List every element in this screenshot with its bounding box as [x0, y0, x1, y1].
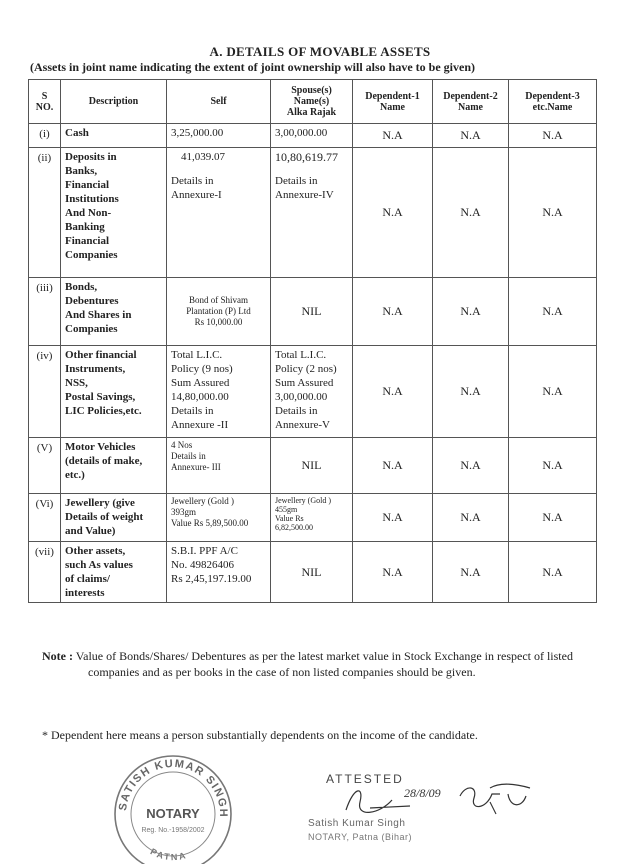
row-dependent-2: N.A: [433, 438, 509, 494]
table-row: [29, 346, 597, 438]
row-dependent-1: N.A: [353, 494, 433, 542]
notary-name: Satish Kumar Singh: [308, 818, 406, 829]
header-dependent-1: Dependent-1 Name: [353, 80, 433, 124]
row-spouse: 3,00,000.00: [271, 124, 353, 148]
row-sno: (iii): [29, 278, 61, 346]
row-sno: (i): [29, 124, 61, 148]
row-spouse: NIL: [271, 542, 353, 603]
table-row: [29, 438, 597, 494]
row-dependent-2: N.A: [433, 494, 509, 542]
row-dependent-1: N.A: [353, 124, 433, 148]
row-sno: (V): [29, 438, 61, 494]
row-dependent-1: N.A: [353, 346, 433, 438]
row-spouse: Jewellery (Gold ) 455gm Value Rs 6,82,500.00: [271, 494, 353, 542]
table-row: [29, 542, 597, 603]
table-row: [29, 148, 597, 278]
stamp-name: SATISH KUMAR SINGH: [116, 757, 230, 819]
row-dependent-1: N.A: [353, 278, 433, 346]
page-subtitle: (Assets in joint name indicating the extent of joint ownership will also have to be given): [30, 60, 475, 74]
row-self: 4 Nos Details in Annexure- III: [167, 438, 271, 494]
row-description: Jewellery (give Details of weight and Value): [61, 494, 167, 542]
attestation-date: 28/8/09: [404, 786, 441, 800]
movable-assets-table: [28, 79, 597, 603]
note-text: Value of Bonds/Shares/ Debentures as per the latest market value in Stock Exchange in respect of listed companies and as per books in the case of non listed companies should be given.: [75, 649, 573, 679]
row-dependent-3: N.A: [509, 278, 597, 346]
row-sno: (vii): [29, 542, 61, 603]
row-dependent-2: N.A: [433, 124, 509, 148]
notary-stamp: [108, 752, 238, 864]
row-dependent-1: N.A: [353, 148, 433, 278]
row-spouse: Total L.I.C. Policy (2 nos) Sum Assured 3,00,000.00 Details in Annexure-V: [271, 346, 353, 438]
stamp-center: NOTARY: [146, 806, 200, 821]
row-self: Bond of Shivam Plantation (P) Ltd Rs 10,000.00: [167, 278, 271, 346]
row-dependent-3: N.A: [509, 438, 597, 494]
table-row: [29, 278, 597, 346]
attested-label: ATTESTED: [326, 772, 404, 786]
row-dependent-2: N.A: [433, 542, 509, 603]
header-dependent-2: Dependent-2 Name: [433, 80, 509, 124]
row-dependent-2: N.A: [433, 278, 509, 346]
page-title: A. DETAILS OF MOVABLE ASSETS: [209, 44, 431, 59]
row-self: S.B.I. PPF A/C No. 49826406 Rs 2,45,197.19.00: [167, 542, 271, 603]
row-sno: (Vi): [29, 494, 61, 542]
row-dependent-3: N.A: [509, 346, 597, 438]
row-dependent-3: N.A: [509, 542, 597, 603]
table-header-row: [29, 80, 597, 124]
row-description: Cash: [61, 124, 167, 148]
row-dependent-3: N.A: [509, 124, 597, 148]
header-sno: S NO.: [29, 80, 61, 124]
header-spouse: Spouse(s) Name(s) Alka Rajak: [271, 80, 353, 124]
row-self: Jewellery (Gold ) 393gm Value Rs 5,89,500.00: [167, 494, 271, 542]
row-self: 41,039.07 Details in Annexure-I: [167, 148, 271, 278]
row-self: Total L.I.C. Policy (9 nos) Sum Assured 14,80,000.00 Details in Annexure -II: [167, 346, 271, 438]
header-dependent-3: Dependent-3 etc.Name: [509, 80, 597, 124]
row-dependent-3: N.A: [509, 148, 597, 278]
row-description: Bonds, Debentures And Shares in Companies: [61, 278, 167, 346]
note-block: [42, 648, 602, 680]
header-self: Self: [167, 80, 271, 124]
stamp-reg: Reg. No.-1958/2002: [141, 827, 205, 834]
signature-mark: [340, 780, 550, 820]
note-label: Note :: [42, 649, 73, 663]
row-description: Other assets, such As values of claims/ interests: [61, 542, 167, 603]
row-dependent-1: N.A: [353, 542, 433, 603]
row-spouse: 10,80,619.77 Details in Annexure-IV: [271, 148, 353, 278]
row-sno: (iv): [29, 346, 61, 438]
table-row: [29, 124, 597, 148]
row-dependent-2: N.A: [433, 148, 509, 278]
row-self: 3,25,000.00: [167, 124, 271, 148]
notary-designation: NOTARY, Patna (Bihar): [308, 832, 413, 842]
row-description: Motor Vehicles (details of make, etc.): [61, 438, 167, 494]
table-row: [29, 494, 597, 542]
row-dependent-1: N.A: [353, 438, 433, 494]
row-spouse: NIL: [271, 278, 353, 346]
row-sno: (ii): [29, 148, 61, 278]
row-dependent-3: N.A: [509, 494, 597, 542]
row-spouse: NIL: [271, 438, 353, 494]
row-description: Deposits in Banks, Financial Institutions And Non- Banking Financial Companies: [61, 148, 167, 278]
footnote: * Dependent here means a person substantially dependents on the income of the candidate.: [42, 728, 478, 742]
row-dependent-2: N.A: [433, 346, 509, 438]
stamp-place: PATNA: [148, 846, 189, 863]
header-description: Description: [61, 80, 167, 124]
row-description: Other financial Instruments, NSS, Postal Savings, LIC Policies,etc.: [61, 346, 167, 438]
